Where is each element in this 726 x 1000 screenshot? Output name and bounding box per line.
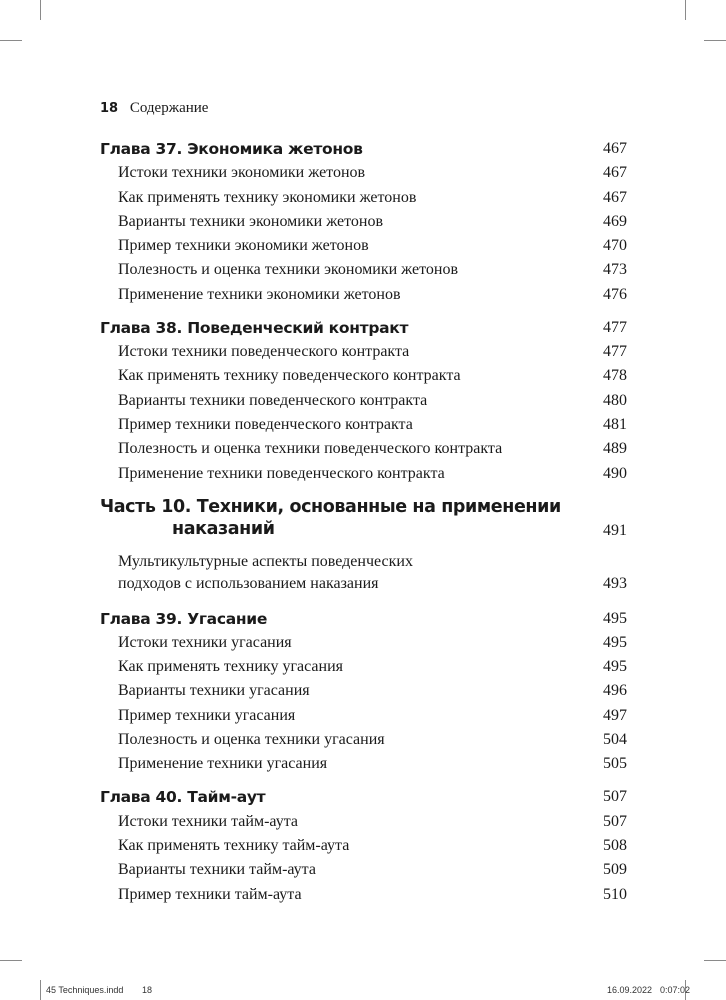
toc-item-title: Как применять технику поведенческого контракта	[118, 367, 461, 385]
toc-item[interactable]	[100, 879, 627, 903]
toc-item[interactable]	[100, 855, 627, 879]
toc-page-number: 477	[603, 343, 627, 361]
toc-item[interactable]	[100, 361, 627, 385]
toc-page-number: 495	[603, 609, 627, 627]
toc-item-title: Варианты техники поведенческого контракта	[118, 391, 428, 409]
toc-item-title: Как применять технику угасания	[118, 658, 343, 676]
toc-item-title: Варианты техники экономики жетонов	[118, 212, 384, 230]
toc-item[interactable]	[100, 831, 627, 855]
crop-mark	[0, 40, 22, 41]
toc-part-title-line2: наказаний	[172, 518, 275, 539]
toc-page-number: 504	[603, 731, 627, 749]
toc-item[interactable]	[100, 550, 627, 595]
crop-mark	[685, 0, 686, 20]
slug-page: 18	[142, 985, 153, 995]
crop-mark	[0, 960, 22, 961]
crop-mark	[40, 0, 41, 20]
toc-chapter[interactable]	[100, 313, 627, 337]
toc-item-title-line1: Мультикультурные аспекты поведенческих	[118, 552, 413, 570]
page-number: 18	[100, 101, 119, 116]
slug-filename: 45 Techniques.indd	[46, 985, 124, 995]
toc-item[interactable]	[100, 385, 627, 409]
toc-page-number: 467	[603, 164, 627, 182]
toc-item-title	[118, 551, 413, 595]
toc-page-number: 489	[603, 440, 627, 458]
toc-page-number: 495	[603, 633, 627, 651]
toc-chapter-title: Глава 40. Тайм-аут	[100, 788, 266, 807]
toc-item[interactable]	[100, 337, 627, 361]
toc-page-number: 480	[603, 391, 627, 409]
slug-date: 16.09.2022	[607, 985, 653, 995]
toc-item[interactable]	[100, 676, 627, 700]
toc-page-number: 491	[603, 521, 627, 539]
slug-time: 0:07:02	[660, 985, 691, 995]
toc-item[interactable]	[100, 158, 627, 182]
toc-item-title: Применение техники экономики жетонов	[118, 285, 401, 303]
toc-item-title: Варианты техники угасания	[118, 682, 310, 700]
toc-part-title	[100, 496, 561, 540]
toc-item[interactable]	[100, 628, 627, 652]
toc-page-number: 478	[603, 367, 627, 385]
toc-part[interactable]	[100, 494, 627, 540]
toc-page-number: 469	[603, 212, 627, 230]
toc-item[interactable]	[100, 700, 627, 724]
toc-item-title: Варианты техники тайм-аута	[118, 861, 316, 879]
toc-item[interactable]	[100, 434, 627, 458]
crop-mark	[704, 960, 726, 961]
toc-item[interactable]	[100, 255, 627, 279]
toc-item-title: Как применять технику экономики жетонов	[118, 188, 417, 206]
toc-item-title: Пример техники экономики жетонов	[118, 237, 369, 255]
toc-page-number: 490	[603, 464, 627, 482]
toc-item[interactable]	[100, 207, 627, 231]
toc-item-title: Полезность и оценка техники угасания	[118, 731, 385, 749]
toc-item[interactable]	[100, 749, 627, 773]
toc-item[interactable]	[100, 806, 627, 830]
toc-page-number: 507	[603, 788, 627, 806]
toc-item-title: Истоки техники экономики жетонов	[118, 164, 366, 182]
toc-item-title: Истоки техники угасания	[118, 633, 292, 651]
crop-mark	[40, 980, 41, 1000]
toc-page-number: 493	[603, 574, 627, 592]
toc-item-title: Как применять технику тайм-аута	[118, 836, 350, 854]
toc-item-title: Применение техники угасания	[118, 755, 328, 773]
toc-page-number: 509	[603, 861, 627, 879]
toc-page-number: 477	[603, 318, 627, 336]
toc-chapter[interactable]	[100, 134, 627, 158]
toc-item-title: Пример техники поведенческого контракта	[118, 415, 413, 433]
toc-page-number: 505	[603, 755, 627, 773]
toc-page-number: 495	[603, 658, 627, 676]
toc-item-title: Пример техники угасания	[118, 706, 296, 724]
toc-page-number: 467	[603, 188, 627, 206]
toc-page-number: 481	[603, 415, 627, 433]
running-head	[100, 100, 208, 117]
toc-item-title: Применение техники поведенческого контракта	[118, 464, 445, 482]
toc-chapter-title: Глава 37. Экономика жетонов	[100, 140, 363, 158]
toc-item-title: Полезность и оценка техники экономики жетонов	[118, 261, 459, 279]
toc-item[interactable]	[100, 458, 627, 482]
toc-item-title: Истоки техники тайм-аута	[118, 812, 298, 830]
toc-part-title-line1: Часть 10. Техники, основанные на применении	[100, 496, 561, 517]
toc-item[interactable]	[100, 410, 627, 434]
table-of-contents	[100, 134, 627, 904]
toc-page-number: 470	[603, 237, 627, 255]
toc-page-number: 467	[603, 140, 627, 157]
toc-item-title: Истоки техники поведенческого контракта	[118, 343, 410, 361]
toc-page-number: 507	[603, 812, 627, 830]
toc-item[interactable]	[100, 725, 627, 749]
toc-page-number: 497	[603, 706, 627, 724]
toc-chapter[interactable]	[100, 782, 627, 806]
toc-item[interactable]	[100, 231, 627, 255]
toc-item-title-line2: подходов с использованием наказания	[118, 574, 379, 592]
toc-page-number: 496	[603, 682, 627, 700]
toc-chapter-title: Глава 39. Угасание	[100, 609, 268, 628]
toc-item[interactable]	[100, 279, 627, 303]
toc-page-number: 476	[603, 285, 627, 303]
toc-chapter[interactable]	[100, 604, 627, 628]
toc-item-title: Полезность и оценка техники поведенческого контракта	[118, 440, 503, 458]
toc-item[interactable]	[100, 652, 627, 676]
crop-mark	[704, 40, 726, 41]
toc-page-number: 508	[603, 836, 627, 854]
toc-page-number: 510	[603, 885, 627, 903]
toc-item[interactable]	[100, 182, 627, 206]
toc-chapter-title: Глава 38. Поведенческий контракт	[100, 318, 409, 337]
toc-page-number: 473	[603, 261, 627, 279]
running-head-title: Содержание	[129, 100, 209, 116]
toc-item-title: Пример техники тайм-аута	[118, 885, 302, 903]
